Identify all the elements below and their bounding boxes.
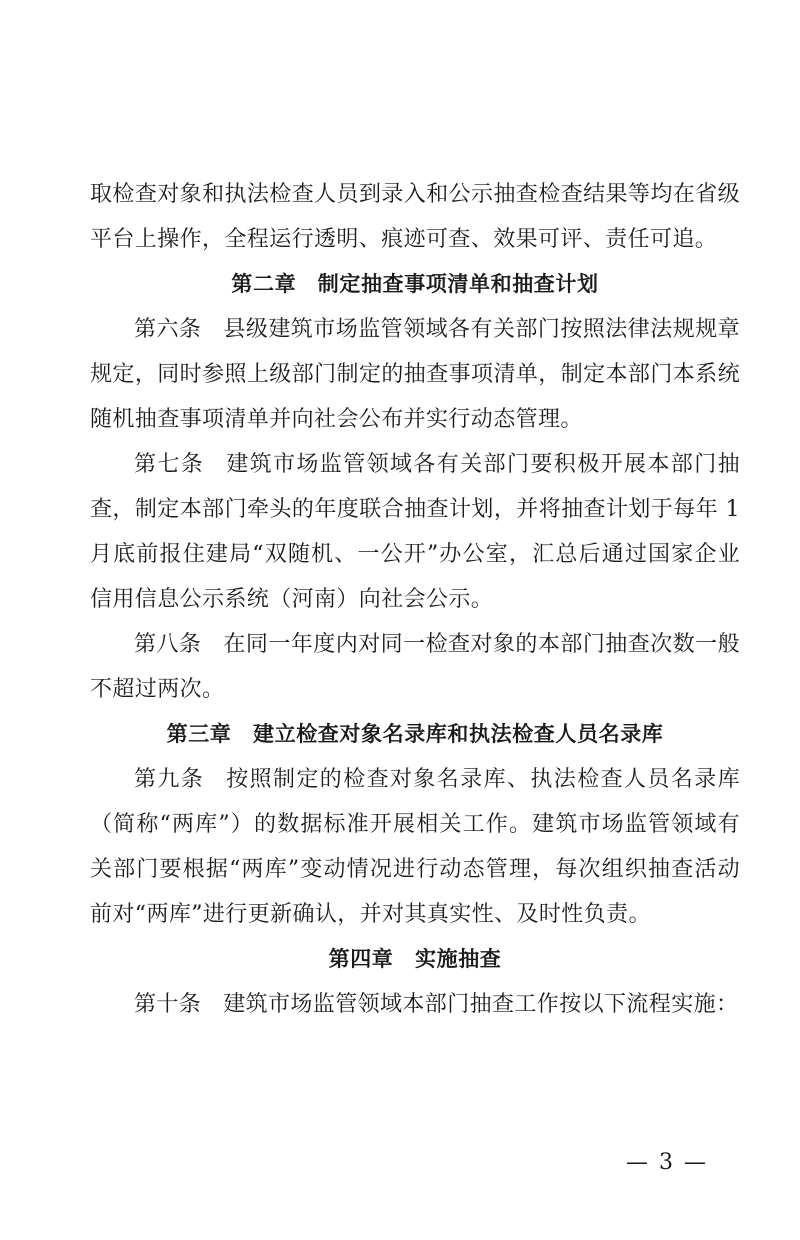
- article-7-paragraph: [90, 442, 740, 622]
- article-8-text: 在同一年度内对同一检查对象的本部门抽查次数一般不超过两次。: [90, 632, 741, 702]
- article-9-text: 按照制定的检查对象名录库、执法检查人员名录库（简称“两库”）的数据标准开展相关工作。建筑市场监管领域有关部门要根据“两库”变动情况进行动态管理，每次组织抽查活动前对“两库”进行更新确认，并对其真实性、及时性负责。: [90, 767, 740, 927]
- article-10-text: 建筑市场监管领域本部门抽查工作按以下流程实施：: [223, 992, 739, 1017]
- chapter-3-heading: 第三章 建立检查对象名录库和执法检查人员名录库: [166, 722, 664, 746]
- page-number: — 3 —: [626, 1150, 708, 1175]
- article-7-label: 第七条: [134, 452, 205, 477]
- article-10-paragraph: [90, 982, 740, 1027]
- article-7-text: 建筑市场监管领域各有关部门要积极开展本部门抽查，制定本部门牵头的年度联合抽查计划，并将抽查计划于每年 1 月底前报住建局“双随机、一公开”办公室，汇总后通过国家企业信用信息公示系统（河南）向社会公示。: [90, 452, 740, 612]
- chapter-2-heading: 第二章 制定抽查事项清单和抽查计划: [231, 272, 599, 296]
- article-6-label: 第六条: [134, 317, 202, 342]
- article-8-label: 第八条: [134, 632, 202, 657]
- article-9-label: 第九条: [134, 767, 205, 792]
- chapter-4-heading: 第四章 实施抽查: [328, 947, 502, 971]
- intro-paragraph: 取检查对象和执法检查人员到录入和公示抽查检查结果等均在省级平台上操作，全程运行透明、痕迹可查、效果可评、责任可追。: [90, 182, 740, 252]
- article-9-paragraph: [90, 757, 740, 937]
- document-body: [90, 172, 740, 1027]
- article-8-paragraph: [90, 622, 740, 712]
- article-6-text: 县级建筑市场监管领域各有关部门按照法律法规规章规定，同时参照上级部门制定的抽查事项清单，制定本部门本系统随机抽查事项清单并向社会公布并实行动态管理。: [90, 317, 741, 432]
- article-6-paragraph: [90, 307, 740, 442]
- article-10-label: 第十条: [134, 992, 202, 1017]
